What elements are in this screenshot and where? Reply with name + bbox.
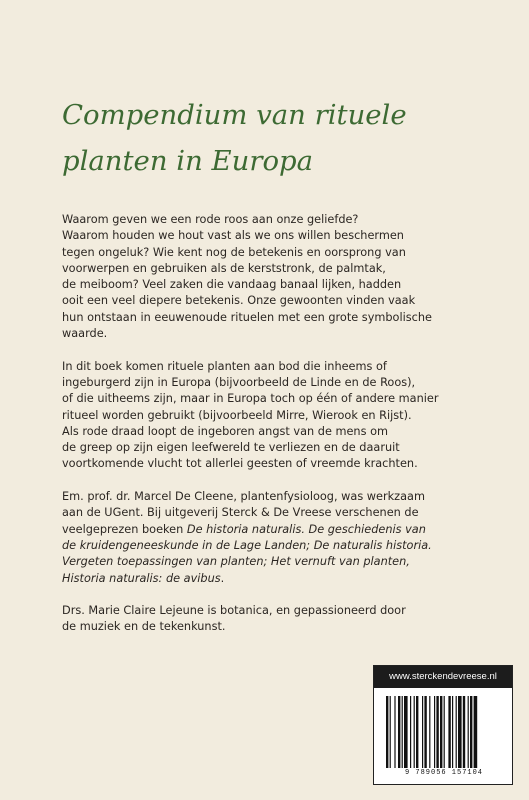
book-title	[62, 92, 502, 184]
text-line: aan de UGent. Bij uitgeverij Sterck & De Vreese verschenen de	[62, 506, 419, 520]
book-title-italic: de kruidengeneeskunde in de Lage Landen; De naturalis historia.	[62, 538, 432, 552]
text-line: voorwerpen en gebruiken als de kerststronk, de palmtak,	[62, 261, 386, 275]
paragraph-intro	[62, 212, 482, 342]
text-segment: .	[220, 571, 225, 585]
text-line: of die uitheems zijn, maar in Europa toch op één of andere manier	[62, 392, 439, 406]
back-cover-text	[62, 212, 482, 652]
text-line: ingeburgerd zijn in Europa (bijvoorbeeld de Linde en de Roos),	[62, 375, 416, 389]
paragraph-author-2	[62, 603, 482, 636]
text-segment: veelgeprezen boeken	[62, 522, 187, 536]
book-title-italic: Vergeten toepassingen van planten; Het vernuft van planten,	[62, 555, 410, 569]
text-line: de muziek en de tekenkunst.	[62, 620, 226, 634]
text-line: de meiboom? Veel zaken die vandaag banaal lijken, hadden	[62, 278, 402, 292]
paragraph-author-1	[62, 489, 482, 587]
text-line: ritueel worden gebruikt (bijvoorbeeld Mirre, Wierook en Rijst).	[62, 408, 412, 422]
text-line: Em. prof. dr. Marcel De Cleene, plantenfysioloog, was werkzaam	[62, 490, 425, 504]
text-line: hun ontstaan in eeuwenoude rituelen met een grote symbolische	[62, 310, 432, 324]
paragraph-content	[62, 359, 482, 473]
title-line-2: planten in Europa	[62, 145, 314, 177]
text-line	[62, 522, 482, 538]
text-line: waarde.	[62, 327, 108, 341]
isbn-barcode-box	[373, 665, 513, 785]
isbn-number: 9 789056 157104	[404, 769, 483, 777]
text-line: voortkomende vlucht tot allerlei geesten of vreemde krachten.	[62, 457, 418, 471]
text-line: Drs. Marie Claire Lejeune is botanica, en gepassioneerd door	[62, 604, 406, 618]
publisher-url: www.sterckendevreese.nl	[374, 666, 512, 688]
text-line: ooit een veel diepere betekenis. Onze gewoonten vinden vaak	[62, 294, 416, 308]
text-line: Als rode draad loopt de ingeboren angst van de mens om	[62, 424, 388, 438]
text-line: de greep op zijn eigen leefwereld te verliezen en de daaruit	[62, 441, 400, 455]
barcode-graphic	[386, 696, 502, 768]
text-line: Waarom houden we hout vast als we ons willen beschermen	[62, 229, 404, 243]
title-line-1: Compendium van rituele	[62, 99, 407, 131]
book-title-italic: Historia naturalis: de avibus	[62, 571, 221, 585]
text-line: Waarom geven we een rode roos aan onze geliefde?	[62, 213, 359, 226]
book-title-italic: De historia naturalis. De geschiedenis van	[186, 522, 426, 536]
text-line: In dit boek komen rituele planten aan bod die inheems of	[62, 359, 387, 373]
text-line: tegen ongeluk? Wie kent nog de betekenis en oorsprong van	[62, 245, 406, 259]
text-line	[62, 571, 482, 587]
